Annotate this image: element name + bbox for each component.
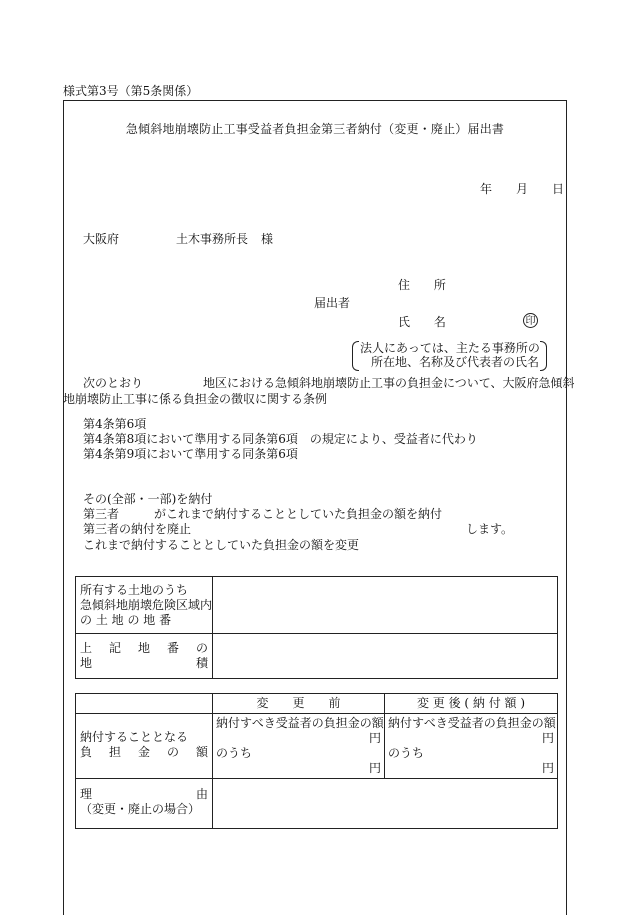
date-year: 年 xyxy=(480,182,493,196)
option-line2-a: 第三者 xyxy=(83,507,120,521)
land-number-row xyxy=(76,577,558,634)
option-line4: これまで納付することとしていた負担金の額を変更 xyxy=(83,538,360,552)
corp-note-line1: 法人にあっては、主たる事務所の xyxy=(360,341,540,355)
amount-after-of-which: のうち xyxy=(388,746,425,760)
reason-row xyxy=(76,779,558,829)
amount-after-cell[interactable] xyxy=(385,714,558,779)
land-area-value[interactable] xyxy=(213,634,558,679)
land-number-label-line3: の 土 地 の 地 番 xyxy=(80,613,172,627)
addressee-honorific: 様 xyxy=(261,232,274,246)
label-char: 担 xyxy=(108,745,121,759)
label-char: 記 xyxy=(108,641,121,655)
label-char: の xyxy=(195,641,208,655)
option-line3-end: します。 xyxy=(466,522,514,536)
amount-after-yen-2: 円 xyxy=(541,761,554,775)
body-line1-a: 次のとおり xyxy=(83,376,144,390)
corporation-note xyxy=(352,341,547,371)
change-table xyxy=(75,693,558,829)
date-day: 日 xyxy=(552,182,565,196)
label-char: の xyxy=(166,745,179,759)
seal-mark-icon: 印 xyxy=(523,313,538,328)
addressee-office: 土木事務所長 xyxy=(176,232,249,246)
label-char: 地 xyxy=(80,656,93,670)
header-blank xyxy=(76,694,213,714)
label-char: 理 xyxy=(80,787,93,801)
name-label: 氏 名 xyxy=(398,315,456,329)
land-table xyxy=(75,576,558,679)
header-before: 変 更 前 xyxy=(213,694,385,714)
document-title: 急傾斜地崩壊防止工事受益者負担金第三者納付（変更・廃止）届出書 xyxy=(125,122,505,136)
addressee-prefix: 大阪府 xyxy=(83,232,120,246)
amount-label xyxy=(76,714,213,779)
provision-2: 第4条第8項において準用する同条第6項 の規定により、受益者に代わり xyxy=(83,432,478,446)
bracket-right xyxy=(540,341,547,371)
land-number-value[interactable] xyxy=(213,577,558,634)
amount-label-line1: 納付することとなる xyxy=(80,730,189,744)
option-line1: その(全部・一部)を納付 xyxy=(83,492,213,506)
amount-before-yen: 円 xyxy=(368,731,381,745)
label-char: 負 xyxy=(80,745,93,759)
amount-before-cell[interactable] xyxy=(213,714,385,779)
label-char: 上 xyxy=(80,641,93,655)
amount-before-yen-2: 円 xyxy=(368,761,381,775)
date-month: 月 xyxy=(516,182,529,196)
land-area-label xyxy=(76,634,213,679)
amount-before-of-which: のうち xyxy=(216,746,253,760)
provision-3: 第4条第9項において準用する同条第6項 xyxy=(83,447,298,461)
land-number-label-line1: 所有する土地のうち xyxy=(80,583,189,597)
body-line1-b: 地区における急傾斜地崩壊防止工事の負担金について、大阪府急傾斜 xyxy=(203,376,575,390)
header-after: 変 更 後 ( 納 付 額 ) xyxy=(385,694,558,714)
amount-label-line2 xyxy=(80,745,208,760)
body-line2: 地崩壊防止工事に係る負担金の徴収に関する条例 xyxy=(63,392,328,406)
reason-label-line1 xyxy=(80,787,208,802)
reason-value[interactable] xyxy=(213,779,558,829)
option-line3: 第三者の納付を廃止 xyxy=(83,522,192,536)
amount-after-yen: 円 xyxy=(541,731,554,745)
land-area-label-line1 xyxy=(80,641,208,656)
amount-row xyxy=(76,714,558,779)
applicant-label: 届出者 xyxy=(314,296,351,310)
corp-note-line2: 所在地、名称及び代表者の氏名 xyxy=(371,355,540,369)
label-char: 地 xyxy=(137,641,150,655)
reason-label-sub: （変更・廃止の場合） xyxy=(80,802,201,816)
change-header-row xyxy=(76,694,558,714)
land-area-label-line2 xyxy=(80,656,208,671)
reason-label xyxy=(76,779,213,829)
form-number: 様式第3号（第5条関係） xyxy=(63,84,199,98)
label-char: 金 xyxy=(137,745,150,759)
label-char: 番 xyxy=(166,641,179,655)
label-char: 積 xyxy=(195,656,208,670)
amount-after-heading: 納付すべき受益者の負担金の額 xyxy=(388,716,556,730)
land-number-label-line2: 急傾斜地崩壊危険区域内 xyxy=(80,598,213,612)
address-label: 住 所 xyxy=(398,278,456,292)
label-char: 額 xyxy=(195,745,208,759)
label-char: 由 xyxy=(195,787,208,801)
bracket-left xyxy=(352,341,359,371)
provision-1: 第4条第6項 xyxy=(83,417,147,431)
land-number-label xyxy=(76,577,213,634)
land-area-row xyxy=(76,634,558,679)
option-line2-b: がこれまで納付することとしていた負担金の額を納付 xyxy=(154,507,443,521)
amount-before-heading: 納付すべき受益者の負担金の額 xyxy=(216,716,384,730)
